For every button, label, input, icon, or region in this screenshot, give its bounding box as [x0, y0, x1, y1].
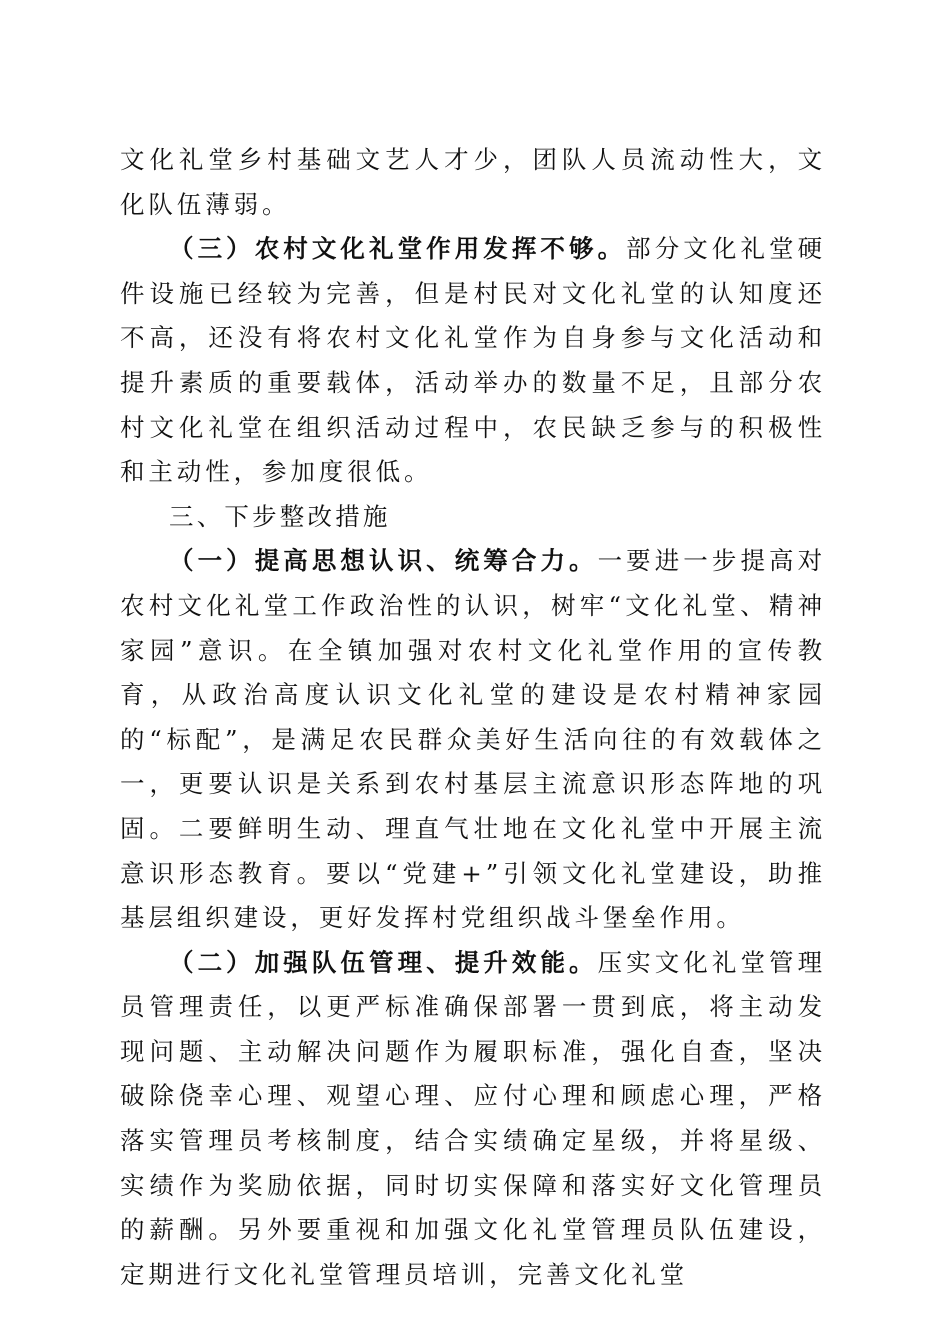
section-heading: 三、下步整改措施: [169, 501, 391, 531]
paragraph-section-three-item: [120, 227, 826, 495]
document-body: [120, 138, 826, 1297]
paragraph-continuation: [120, 138, 826, 227]
paragraph-text: 一要进一步提高对农村文化礼堂工作政治性的认识，树牢“文化礼堂、精神家园”意识。在全镇加强对农村文化礼堂作用的宣传教育，从政治高度认识文化礼堂的建设是农村精神家园的“标配”，是满足农民群众美好生活向往的有效载体之一，更要认识是关系到农村基层主流意识形态阵地的巩固。二要鲜明生动、理直气壮地在文化礼堂中开展主流意识形态教育。要以“党建+”引领文化礼堂建设，助推基层组织建设，更好发挥村党组织战斗堡垒作用。: [120, 546, 827, 933]
paragraph-lead: （一）提高思想认识、统筹合力。: [169, 546, 598, 576]
paragraph-lead: （三）农村文化礼堂作用发挥不够。: [169, 234, 627, 264]
paragraph-text: 部分文化礼堂硬件设施已经较为完善，但是村民对文化礼堂的认知度还不高，还没有将农村文化礼堂作为自身参与文化活动和提升素质的重要载体，活动举办的数量不足，且部分农村文化礼堂在组织活动过程中，农民缺乏参与的积极性和主动性，参加度很低。: [120, 234, 826, 487]
paragraph-text: 压实文化礼堂管理员管理责任，以更严标准确保部署一贯到底，将主动发现问题、主动解决问题作为履职标准，强化自查，坚决破除侥幸心理、观望心理、应付心理和顾虑心理，严格落实管理员考核制度，结合实绩确定星级，并将星级、实绩作为奖励依据，同时切实保障和落实好文化管理员的薪酬。另外要重视和加强文化礼堂管理员队伍建设，定期进行文化礼堂管理员培训，完善文化礼堂: [120, 947, 827, 1289]
paragraph-measure-one: [120, 539, 826, 940]
paragraph-text: 文化礼堂乡村基础文艺人才少，团队人员流动性大，文化队伍薄弱。: [120, 145, 826, 219]
paragraph-lead: （二）加强队伍管理、提升效能。: [169, 947, 598, 977]
paragraph-measure-two: [120, 941, 826, 1298]
